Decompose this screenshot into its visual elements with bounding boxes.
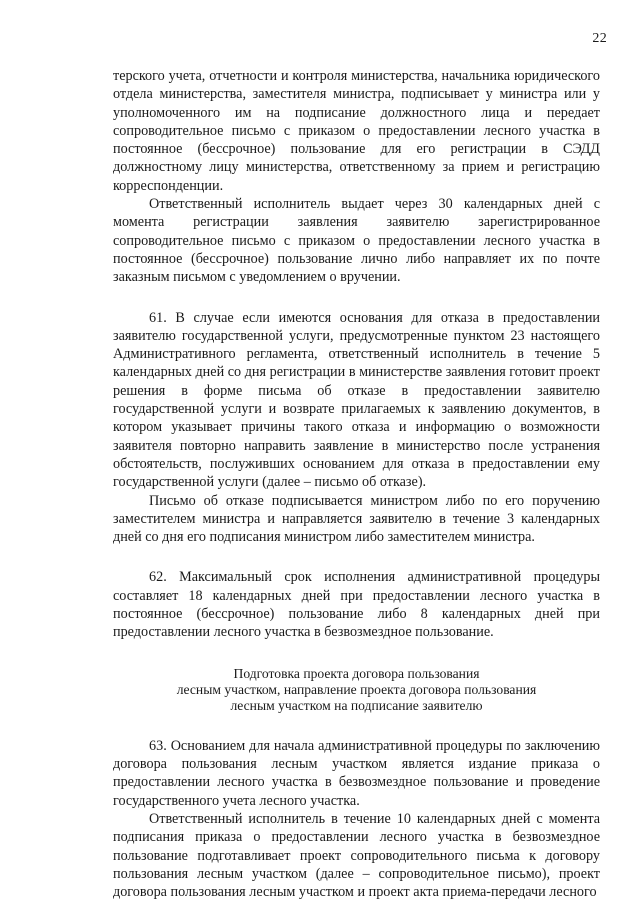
paragraph-issue-order: Ответственный исполнитель выдает через 30 календарных дней с момента регистрации заявления заявителю зарегистрированное сопроводительное письмо с приказом о предоставлении лесного участка в постоянное (бессрочное) пользование лично либо направляет их по почте заказным письмом с уведомлением о вручении. <box>113 196 600 286</box>
section-heading-line-3: лесным участком на подписание заявителю <box>230 698 483 714</box>
section-heading <box>113 666 600 715</box>
paragraph-continuation: терского учета, отчетности и контроля министерства, начальника юридического отдела министерства, заместителя министра, подписывает у министра или у уполномоченного им на подписание должностного лица и передает сопроводительное письмо с приказом о предоставлении лесного участка в постоянное (бессрочное) пользование для его регистрации в СЭДД должностному лицу министерства, ответственному за прием и регистрацию корреспонденции. <box>113 68 600 194</box>
section-heading-line-2: лесным участком, направление проекта договора пользования <box>176 682 537 698</box>
section-heading-line-1: Подготовка проекта договора пользования <box>233 665 480 681</box>
paragraph-61-refusal-grounds: 61. В случае если имеются основания для отказа в предоставлении заявителю государственной услуги, предусмотренные пунктом 23 настоящего Административного регламента, ответственный исполнитель в течение 5 календарных дней со дня регистрации в министерстве заявления готовит проект решения в форме письма об отказе в предоставлении заявителю государственной услуги и возврате прилагаемых к заявлению документов, в котором указывает причины такого отказа и информацию о возможности заявителя повторно направить заявление в министерство после устранения обстоятельств, послуживших основанием для отказа в предоставлении ему государственной услуги (далее – письмо об отказе). <box>113 309 600 491</box>
document-body <box>113 67 600 902</box>
page-number: 22 <box>592 31 607 46</box>
paragraph-62-max-term: 62. Максимальный срок исполнения административной процедуры составляет 18 календарных дней при предоставлении лесного участка в постоянное (бессрочное) пользование либо 8 календарных дней при предоставлении лесного участка в безвозмездное пользование. <box>113 569 600 641</box>
paragraph-executor-preparation: Ответственный исполнитель в течение 10 календарных дней с момента подписания приказа о предоставлении лесного участка в безвозмездное пользование подготавливает проект сопроводительного письма к договору пользования лесным участком (далее – сопроводительное письмо), проект договора пользования лесным участком и проект акта приема-передачи лесного <box>113 811 600 901</box>
paragraph-63-procedure-basis: 63. Основанием для начала административной процедуры по заключению договора пользования лесным участком является издание приказа о предоставлении лесного участка в безвозмездное пользование и проведение государственного учета лесного участка. <box>113 737 600 809</box>
paragraph-refusal-letter-signing: Письмо об отказе подписывается министром либо по его поручению заместителем министра и направляется заявителю в течение 3 календарных дней со дня его подписания министром либо заместителем министра. <box>113 492 600 546</box>
